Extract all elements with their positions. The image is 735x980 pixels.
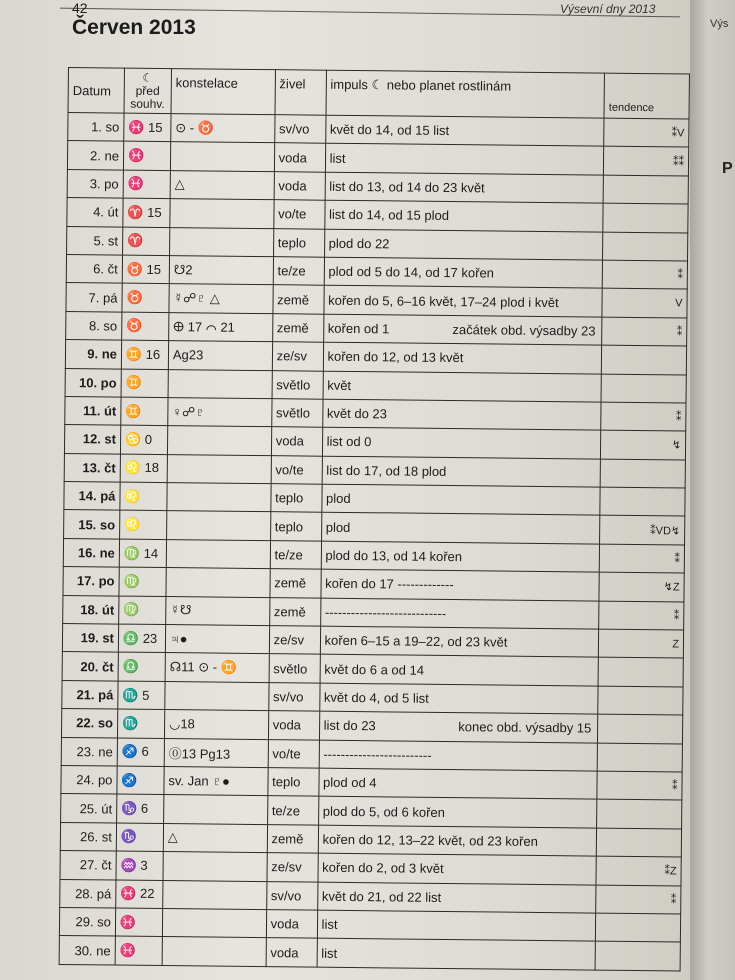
tendency-cell	[597, 799, 682, 828]
tendency-cell	[598, 658, 683, 687]
constellation-cell	[163, 880, 267, 909]
date-cell: 19. st	[62, 624, 118, 653]
impulse-text: kořen od 1	[327, 320, 390, 337]
running-head: Výsevní dny 2013	[560, 2, 656, 16]
date-cell: 12. st	[64, 425, 120, 454]
moon-sign-cell: ♊	[121, 369, 168, 398]
impulse-text: květ do 4, od 5 list	[323, 689, 429, 706]
impulse-text: plod do 22	[328, 235, 390, 252]
moon-sign-cell: ♓ 22	[116, 880, 163, 909]
moon-sign-cell: ♑ 6	[117, 794, 164, 823]
impulse-cell	[321, 569, 600, 600]
moon-sign-cell: ♓	[123, 141, 170, 170]
impulse-text: list do 23	[323, 718, 376, 734]
tendency-cell	[596, 913, 681, 942]
constellation-cell	[170, 199, 274, 228]
element-cell: voda	[274, 171, 325, 200]
element-cell: ze/sv	[272, 342, 323, 371]
constellation-cell: ⊙ - ♉	[171, 114, 275, 143]
date-cell: 27. čt	[60, 851, 116, 880]
constellation-cell	[162, 908, 266, 937]
impulse-text: květ do 6 a od 14	[324, 661, 425, 678]
date-cell: 18. út	[63, 595, 119, 624]
moon-sign-cell: ♐ 6	[117, 738, 164, 767]
constellation-cell: ☿☍♇ △	[169, 284, 273, 313]
date-cell: 1. so	[68, 113, 124, 142]
constellation-cell: ♃●	[165, 625, 269, 654]
tendency-cell: ⁑Z	[596, 856, 681, 885]
header-impuls: impuls ☾ nebo planet rostlinám	[326, 70, 605, 118]
impulse-cell	[322, 399, 601, 430]
impulse-cell	[325, 115, 604, 146]
tendency-cell	[598, 714, 683, 743]
page-title: Červen 2013	[72, 16, 196, 39]
impulse-cell	[323, 342, 602, 373]
tendency-cell: ⁑	[602, 260, 687, 289]
date-cell: 24. po	[61, 765, 117, 794]
impulse-cell	[323, 314, 602, 345]
impulse-text: list do 14, od 15 plod	[328, 207, 450, 224]
impulse-text: kořen do 2, od 3 květ	[322, 860, 444, 877]
tendency-cell: ⁑	[601, 402, 686, 431]
header-konstelace: konstelace	[171, 69, 275, 115]
constellation-cell: △	[163, 823, 267, 852]
impulse-cell	[323, 371, 602, 402]
constellation-cell	[162, 937, 266, 966]
element-cell: voda	[266, 910, 317, 939]
facing-page-edge	[690, 0, 735, 980]
constellation-cell	[166, 568, 270, 597]
moon-sign-cell: ♈ 15	[123, 198, 170, 227]
impulse-text: plod do 13, od 14 kořen	[325, 547, 463, 565]
impulse-text: plod	[325, 519, 351, 535]
date-cell: 4. út	[67, 198, 123, 227]
element-cell: světlo	[272, 370, 323, 399]
header-tendence: tendence	[604, 73, 689, 119]
moon-sign-cell: ♍	[119, 596, 166, 625]
moon-sign-cell: ♓	[115, 936, 162, 965]
impulse-cell	[319, 740, 598, 771]
element-cell: teplo	[270, 484, 321, 513]
constellation-cell	[168, 369, 272, 398]
tendency-cell	[597, 743, 682, 772]
tendency-cell	[595, 941, 680, 970]
tendency-cell: ⁑	[599, 544, 684, 573]
element-cell: te/ze	[270, 541, 321, 570]
header-zivel: živel	[275, 70, 326, 116]
impulse-cell	[318, 853, 597, 884]
date-cell: 30. ne	[59, 936, 115, 965]
element-cell: světlo	[271, 399, 322, 428]
tendency-cell	[600, 459, 685, 488]
tendency-cell: ⁑V	[604, 118, 689, 147]
date-cell: 20. čt	[62, 652, 118, 681]
impulse-cell	[325, 172, 604, 203]
period-note: konec obd. výsadby 15	[458, 719, 592, 736]
constellation-cell: ◡18	[164, 710, 268, 739]
tendency-cell: ⁑	[602, 317, 687, 346]
impulse-cell	[321, 484, 600, 515]
date-cell: 14. pá	[64, 482, 120, 511]
impulse-text: květ do 14, od 15 list	[329, 121, 450, 139]
element-cell: vo/te	[273, 200, 324, 229]
impulse-cell	[319, 711, 598, 742]
date-cell: 26. st	[60, 822, 116, 851]
element-cell: sv/vo	[274, 115, 325, 144]
moon-sign-cell: ♌	[119, 511, 166, 540]
impulse-text: list od 0	[326, 434, 372, 450]
tendency-cell: ↯	[601, 430, 686, 459]
impulse-text: plod do 5, od 6 kořen	[322, 803, 446, 820]
moon-sign-cell: ♊	[121, 397, 168, 426]
element-cell: vo/te	[271, 455, 322, 484]
moon-sign-cell: ♐	[117, 766, 164, 795]
constellation-cell	[166, 539, 270, 568]
element-cell: země	[269, 597, 320, 626]
element-cell: země	[270, 569, 321, 598]
moon-sign-cell: ♏ 5	[118, 681, 165, 710]
date-cell: 13. čt	[64, 453, 120, 482]
header-moon: ☾ před souhv.	[124, 68, 171, 113]
date-cell: 25. út	[61, 794, 117, 823]
tendency-cell: ⁑	[599, 601, 684, 630]
impulse-cell	[317, 910, 596, 941]
impulse-cell	[324, 229, 603, 260]
tendency-cell: ⁑⁑	[604, 147, 689, 176]
date-cell: 11. út	[65, 396, 121, 425]
impulse-text: plod od 5 do 14, od 17 kořen	[328, 263, 495, 281]
date-cell: 21. pá	[62, 680, 118, 709]
impulse-text: kořen do 5, 6–16 květ, 17–24 plod i květ	[328, 292, 559, 310]
date-cell: 6. čt	[66, 254, 122, 283]
moon-sign-cell: ♈	[122, 227, 169, 256]
tendency-cell	[603, 203, 688, 232]
moon-sign-cell: ♓ 15	[124, 113, 171, 142]
tendency-cell: V	[602, 288, 687, 317]
impulse-cell	[322, 456, 601, 487]
moon-sign-cell: ♓	[115, 908, 162, 937]
impulse-cell	[325, 144, 604, 175]
date-cell: 2. ne	[67, 141, 123, 170]
constellation-cell	[163, 852, 267, 881]
constellation-cell	[167, 454, 271, 483]
moon-sign-cell: ♋ 0	[120, 425, 167, 454]
impulse-cell	[324, 257, 603, 288]
element-cell: voda	[274, 143, 325, 172]
tendency-cell	[598, 686, 683, 715]
constellation-cell: ⓪13 Pg13	[164, 738, 268, 767]
element-cell: sv/vo	[266, 881, 317, 910]
moon-sign-cell: ♊ 16	[121, 340, 168, 369]
element-cell: země	[273, 285, 324, 314]
element-cell: teplo	[270, 512, 321, 541]
element-cell: ze/sv	[267, 853, 318, 882]
date-cell: 9. ne	[65, 340, 121, 369]
element-cell: ze/sv	[269, 626, 320, 655]
date-cell: 5. st	[67, 226, 123, 255]
impulse-cell	[320, 626, 599, 657]
moon-sign-cell: ♎	[118, 652, 165, 681]
impulse-cell	[321, 513, 600, 544]
date-cell: 15. so	[64, 510, 120, 539]
element-cell: teplo	[268, 768, 319, 797]
impulse-text: kořen do 12, 13–22 květ, od 23 kořen	[322, 831, 538, 849]
impulse-text: kořen 6–15 a 19–22, od 23 květ	[324, 632, 508, 650]
constellation-cell	[167, 426, 271, 455]
element-cell: vo/te	[268, 739, 319, 768]
element-cell: země	[267, 824, 318, 853]
constellation-cell: 🜨 17 ⌒ 21	[169, 312, 273, 341]
tendency-cell	[600, 487, 685, 516]
tendency-cell	[596, 828, 681, 857]
moon-sign-cell: ♉	[122, 283, 169, 312]
element-cell: teplo	[273, 228, 324, 257]
tendency-cell: ⁑	[596, 885, 681, 914]
table-header-row	[68, 68, 689, 120]
constellation-cell: Ag23	[168, 341, 272, 370]
period-note: začátek obd. výsadby 23	[452, 321, 596, 339]
constellation-cell	[166, 511, 270, 540]
constellation-cell: ☊11 ⊙ - ♊	[165, 653, 269, 682]
moon-sign-cell: ♏	[117, 709, 164, 738]
date-cell: 7. pá	[66, 283, 122, 312]
table-row	[59, 936, 680, 971]
impulse-cell	[317, 882, 596, 913]
constellation-cell: △	[170, 170, 274, 199]
moon-sign-cell: ♌ 18	[120, 454, 167, 483]
impulse-text: list	[329, 150, 346, 166]
impulse-text: kořen do 12, od 13 květ	[327, 349, 464, 366]
constellation-cell	[163, 795, 267, 824]
moon-sign-cell: ♍	[119, 567, 166, 596]
tendency-cell	[602, 345, 687, 374]
date-cell: 17. po	[63, 567, 119, 596]
impulse-text: -------------------------	[323, 746, 432, 763]
impulse-text: kořen do 17 -------------	[325, 576, 454, 593]
facing-page-letter: P	[722, 160, 733, 177]
date-cell: 23. ne	[61, 737, 117, 766]
date-cell: 3. po	[67, 169, 123, 198]
impulse-text: květ	[327, 377, 352, 393]
element-cell: světlo	[269, 654, 320, 683]
moon-sign-cell: ♓	[123, 170, 170, 199]
impulse-cell	[324, 200, 603, 231]
page-number: 42	[72, 0, 88, 16]
header-datum: Datum	[68, 68, 124, 114]
impulse-text: plod od 4	[323, 774, 377, 791]
element-cell: te/ze	[267, 796, 318, 825]
date-cell: 16. ne	[63, 538, 119, 567]
element-cell: voda	[266, 938, 317, 967]
impulse-text: květ do 21, od 22 list	[321, 888, 442, 905]
element-cell: voda	[268, 711, 319, 740]
moon-sign-cell: ♉	[122, 312, 169, 341]
impulse-text: ----------------------------	[324, 604, 447, 621]
impulse-text: list	[321, 916, 338, 932]
constellation-cell: sv. Jan ♇●	[164, 767, 268, 796]
date-cell: 10. po	[65, 368, 121, 397]
constellation-cell: ☋2	[169, 256, 273, 285]
constellation-cell: ☿☋	[166, 596, 270, 625]
constellation-cell: ♀☍♇	[168, 397, 272, 426]
impulse-cell	[320, 598, 599, 629]
tendency-cell	[603, 175, 688, 204]
impulse-cell	[318, 825, 597, 856]
impulse-text: list	[321, 945, 338, 961]
element-cell: sv/vo	[268, 682, 319, 711]
impulse-cell	[318, 797, 597, 828]
tendency-cell: Z	[599, 629, 684, 658]
constellation-cell	[167, 483, 271, 512]
moon-sign-cell: ♑	[116, 823, 163, 852]
impulse-text: list do 13, od 14 do 23 květ	[329, 178, 485, 196]
moon-sign-cell: ♉ 15	[122, 255, 169, 284]
impulse-text: list do 17, od 18 plod	[326, 462, 447, 479]
tendency-cell	[601, 374, 686, 403]
element-cell: voda	[271, 427, 322, 456]
impulse-cell	[319, 683, 598, 714]
sowing-calendar-table	[59, 67, 690, 971]
constellation-cell	[170, 142, 274, 171]
constellation-cell	[165, 681, 269, 710]
tendency-cell: ⁑VD↯	[600, 516, 685, 545]
table-body	[59, 113, 689, 971]
moon-sign-cell: ♍ 14	[119, 539, 166, 568]
impulse-cell	[322, 427, 601, 458]
date-cell: 29. so	[59, 907, 115, 936]
date-cell: 22. so	[61, 709, 117, 738]
impulse-text: květ do 23	[326, 405, 388, 422]
element-cell: země	[272, 313, 323, 342]
moon-sign-cell: ♒ 3	[116, 851, 163, 880]
date-cell: 28. pá	[60, 879, 116, 908]
moon-sign-cell: ♎ 23	[118, 624, 165, 653]
facing-page-text: Výs	[710, 18, 729, 30]
moon-sign-cell: ♌	[120, 482, 167, 511]
date-cell: 8. so	[66, 311, 122, 340]
tendency-cell: ↯Z	[599, 572, 684, 601]
tendency-cell: ⁑	[597, 771, 682, 800]
impulse-cell	[323, 286, 602, 317]
impulse-cell	[318, 768, 597, 799]
tendency-cell	[603, 232, 688, 261]
impulse-cell	[320, 655, 599, 686]
element-cell: te/ze	[273, 257, 324, 286]
constellation-cell	[169, 227, 273, 256]
impulse-cell	[317, 938, 596, 969]
impulse-text: plod	[325, 490, 351, 507]
impulse-cell	[321, 541, 600, 572]
